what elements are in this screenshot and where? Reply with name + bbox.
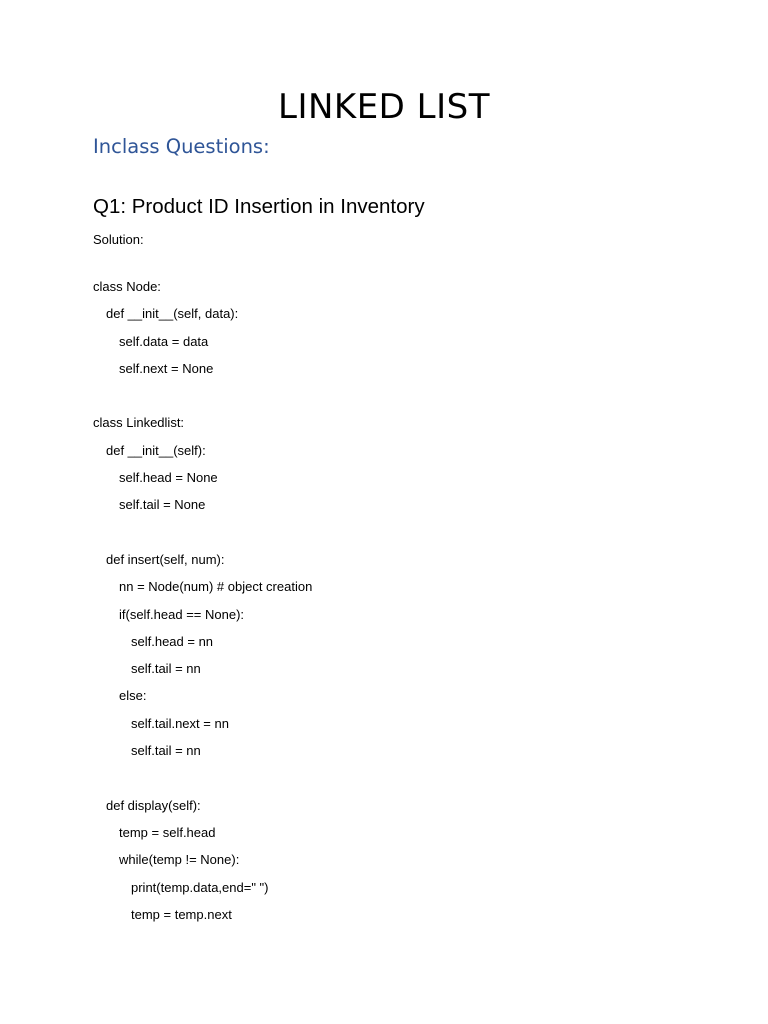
section-heading: Inclass Questions: [93,135,270,158]
code-line: temp = self.head [119,824,216,840]
code-line: while(temp != None): [119,852,240,868]
code-line [93,523,312,550]
code-line: def display(self): [106,797,201,813]
code-line: else: [119,688,147,704]
code-line: nn = Node(num) # object creation [119,579,313,595]
code-line: self.head = nn [131,633,214,649]
code-line: class Linkedlist: [93,415,185,431]
question-heading: Q1: Product ID Insertion in Inventory [93,195,425,218]
code-line: self.tail = nn [131,661,201,677]
code-line: def __init__(self): [106,442,206,458]
code-block [93,277,312,932]
solution-label: Solution: [93,232,144,247]
code-line: self.next = None [119,360,214,376]
document-title: LINKED LIST [278,87,490,127]
code-line: self.tail = nn [131,743,201,759]
code-line: self.data = data [119,333,209,349]
code-line: print(temp.data,end=" ") [131,879,269,895]
code-line: def __init__(self, data): [106,306,239,322]
code-line: if(self.head == None): [119,606,245,622]
code-line: self.tail = None [119,497,206,513]
code-line: def insert(self, num): [106,551,225,567]
code-line [93,768,312,795]
code-line: self.head = None [119,470,218,486]
code-line: temp = temp.next [131,906,232,922]
code-line [93,386,312,413]
code-line: self.tail.next = nn [131,715,229,731]
code-line: class Node: [93,279,161,294]
